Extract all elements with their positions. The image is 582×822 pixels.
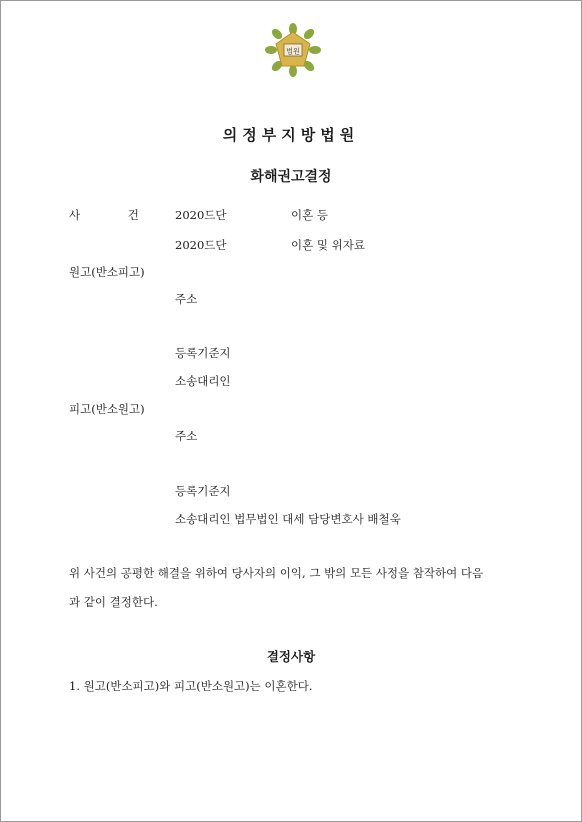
plaintiff-label: 원고(반소피고) [69, 265, 145, 279]
plaintiff-address-label: 주소 [175, 292, 198, 306]
list-item: 1. 원고(반소피고)와 피고(반소원고)는 이혼한다. [69, 679, 313, 693]
court-emblem-icon [265, 23, 321, 77]
plaintiff-registry-label: 등록기준지 [175, 346, 231, 360]
case-number-1: 2020드단 [175, 208, 227, 222]
defendant-registry-label: 등록기준지 [175, 484, 231, 498]
plaintiff-attorney-label: 소송대리인 [175, 374, 231, 388]
case-number-2: 2020드단 [175, 238, 227, 252]
document-title: 화해권고결정 [250, 169, 332, 185]
defendant-attorney-text: 소송대리인 법무법인 대세 담당변호사 배철욱 [175, 512, 401, 526]
case-name-1: 이혼 등 [291, 208, 328, 222]
case-name-2: 이혼 및 위자료 [291, 238, 365, 252]
body-line-1: 위 사건의 공평한 해결을 위하여 당사자의 이익, 그 밖의 모든 사정을 참작하여 다음 [69, 566, 484, 580]
court-name: 의정부지방법원 [222, 126, 360, 144]
emblem-text: 법원 [286, 47, 300, 56]
body-line-2: 과 같이 결정한다. [69, 595, 158, 609]
defendant-address-label: 주소 [175, 429, 198, 443]
section-title: 결정사항 [266, 649, 316, 664]
defendant-label: 피고(반소원고) [69, 402, 145, 416]
case-label: 사 건 [69, 208, 161, 222]
